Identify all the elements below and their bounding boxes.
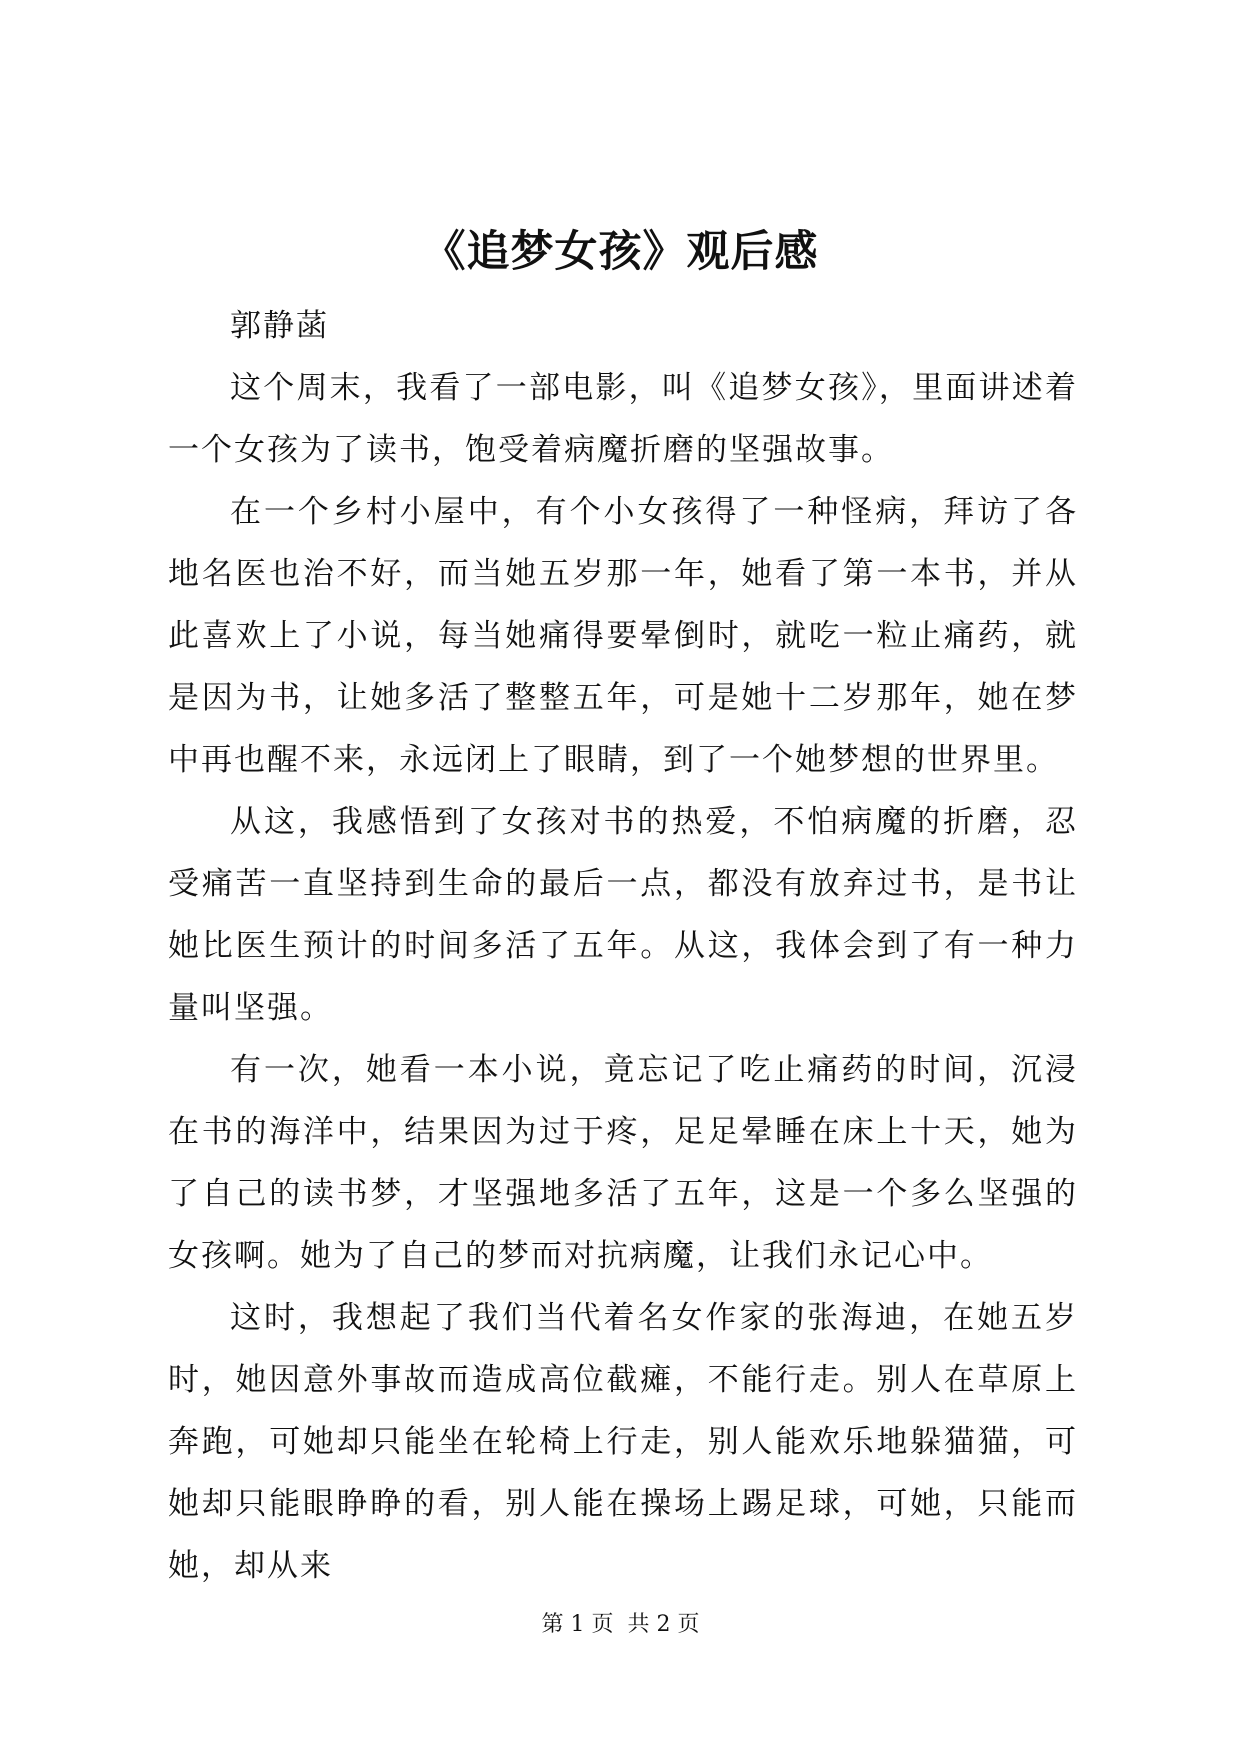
page-number: 第 1 页 共 2 页 [541,1612,700,1637]
paragraph: 有一次，她看一本小说，竟忘记了吃止痛药的时间，沉浸在书的海洋中，结果因为过于疼，足足晕睡在床上十天，她为了自己的读书梦，才坚强地多活了五年，这是一个多么坚强的女孩啊。她为了自己的梦而对抗病魔，让我们永记心中。 [168,1052,1078,1274]
page-footer [0,1610,1241,1640]
author-line: 郭静菡 [230,308,329,344]
document-body [168,295,1078,1597]
paragraph: 在一个乡村小屋中，有个小女孩得了一种怪病，拜访了各地名医也治不好，而当她五岁那一年，她看了第一本书，并从此喜欢上了小说，每当她痛得要晕倒时，就吃一粒止痛药，就是因为书，让她多活了整整五年，可是她十二岁那年，她在梦中再也醒不来，永远闭上了眼睛，到了一个她梦想的世界里。 [168,494,1078,778]
paragraph: 这时，我想起了我们当代着名女作家的张海迪，在她五岁时，她因意外事故而造成高位截瘫，不能行走。别人在草原上奔跑，可她却只能坐在轮椅上行走，别人能欢乐地躲猫猫，可她却只能眼睁睁的看，别人能在操场上踢足球，可她，只能而她，却从来 [168,1300,1078,1584]
document-title: 《追梦女孩》观后感 [422,227,819,277]
paragraph: 这个周末，我看了一部电影，叫《追梦女孩》，里面讲述着一个女孩为了读书，饱受着病魔折磨的坚强故事。 [168,370,1078,468]
paragraph: 从这，我感悟到了女孩对书的热爱，不怕病魔的折磨，忍受痛苦一直坚持到生命的最后一点，都没有放弃过书，是书让她比医生预计的时间多活了五年。从这，我体会到了有一种力量叫坚强。 [168,804,1078,1026]
